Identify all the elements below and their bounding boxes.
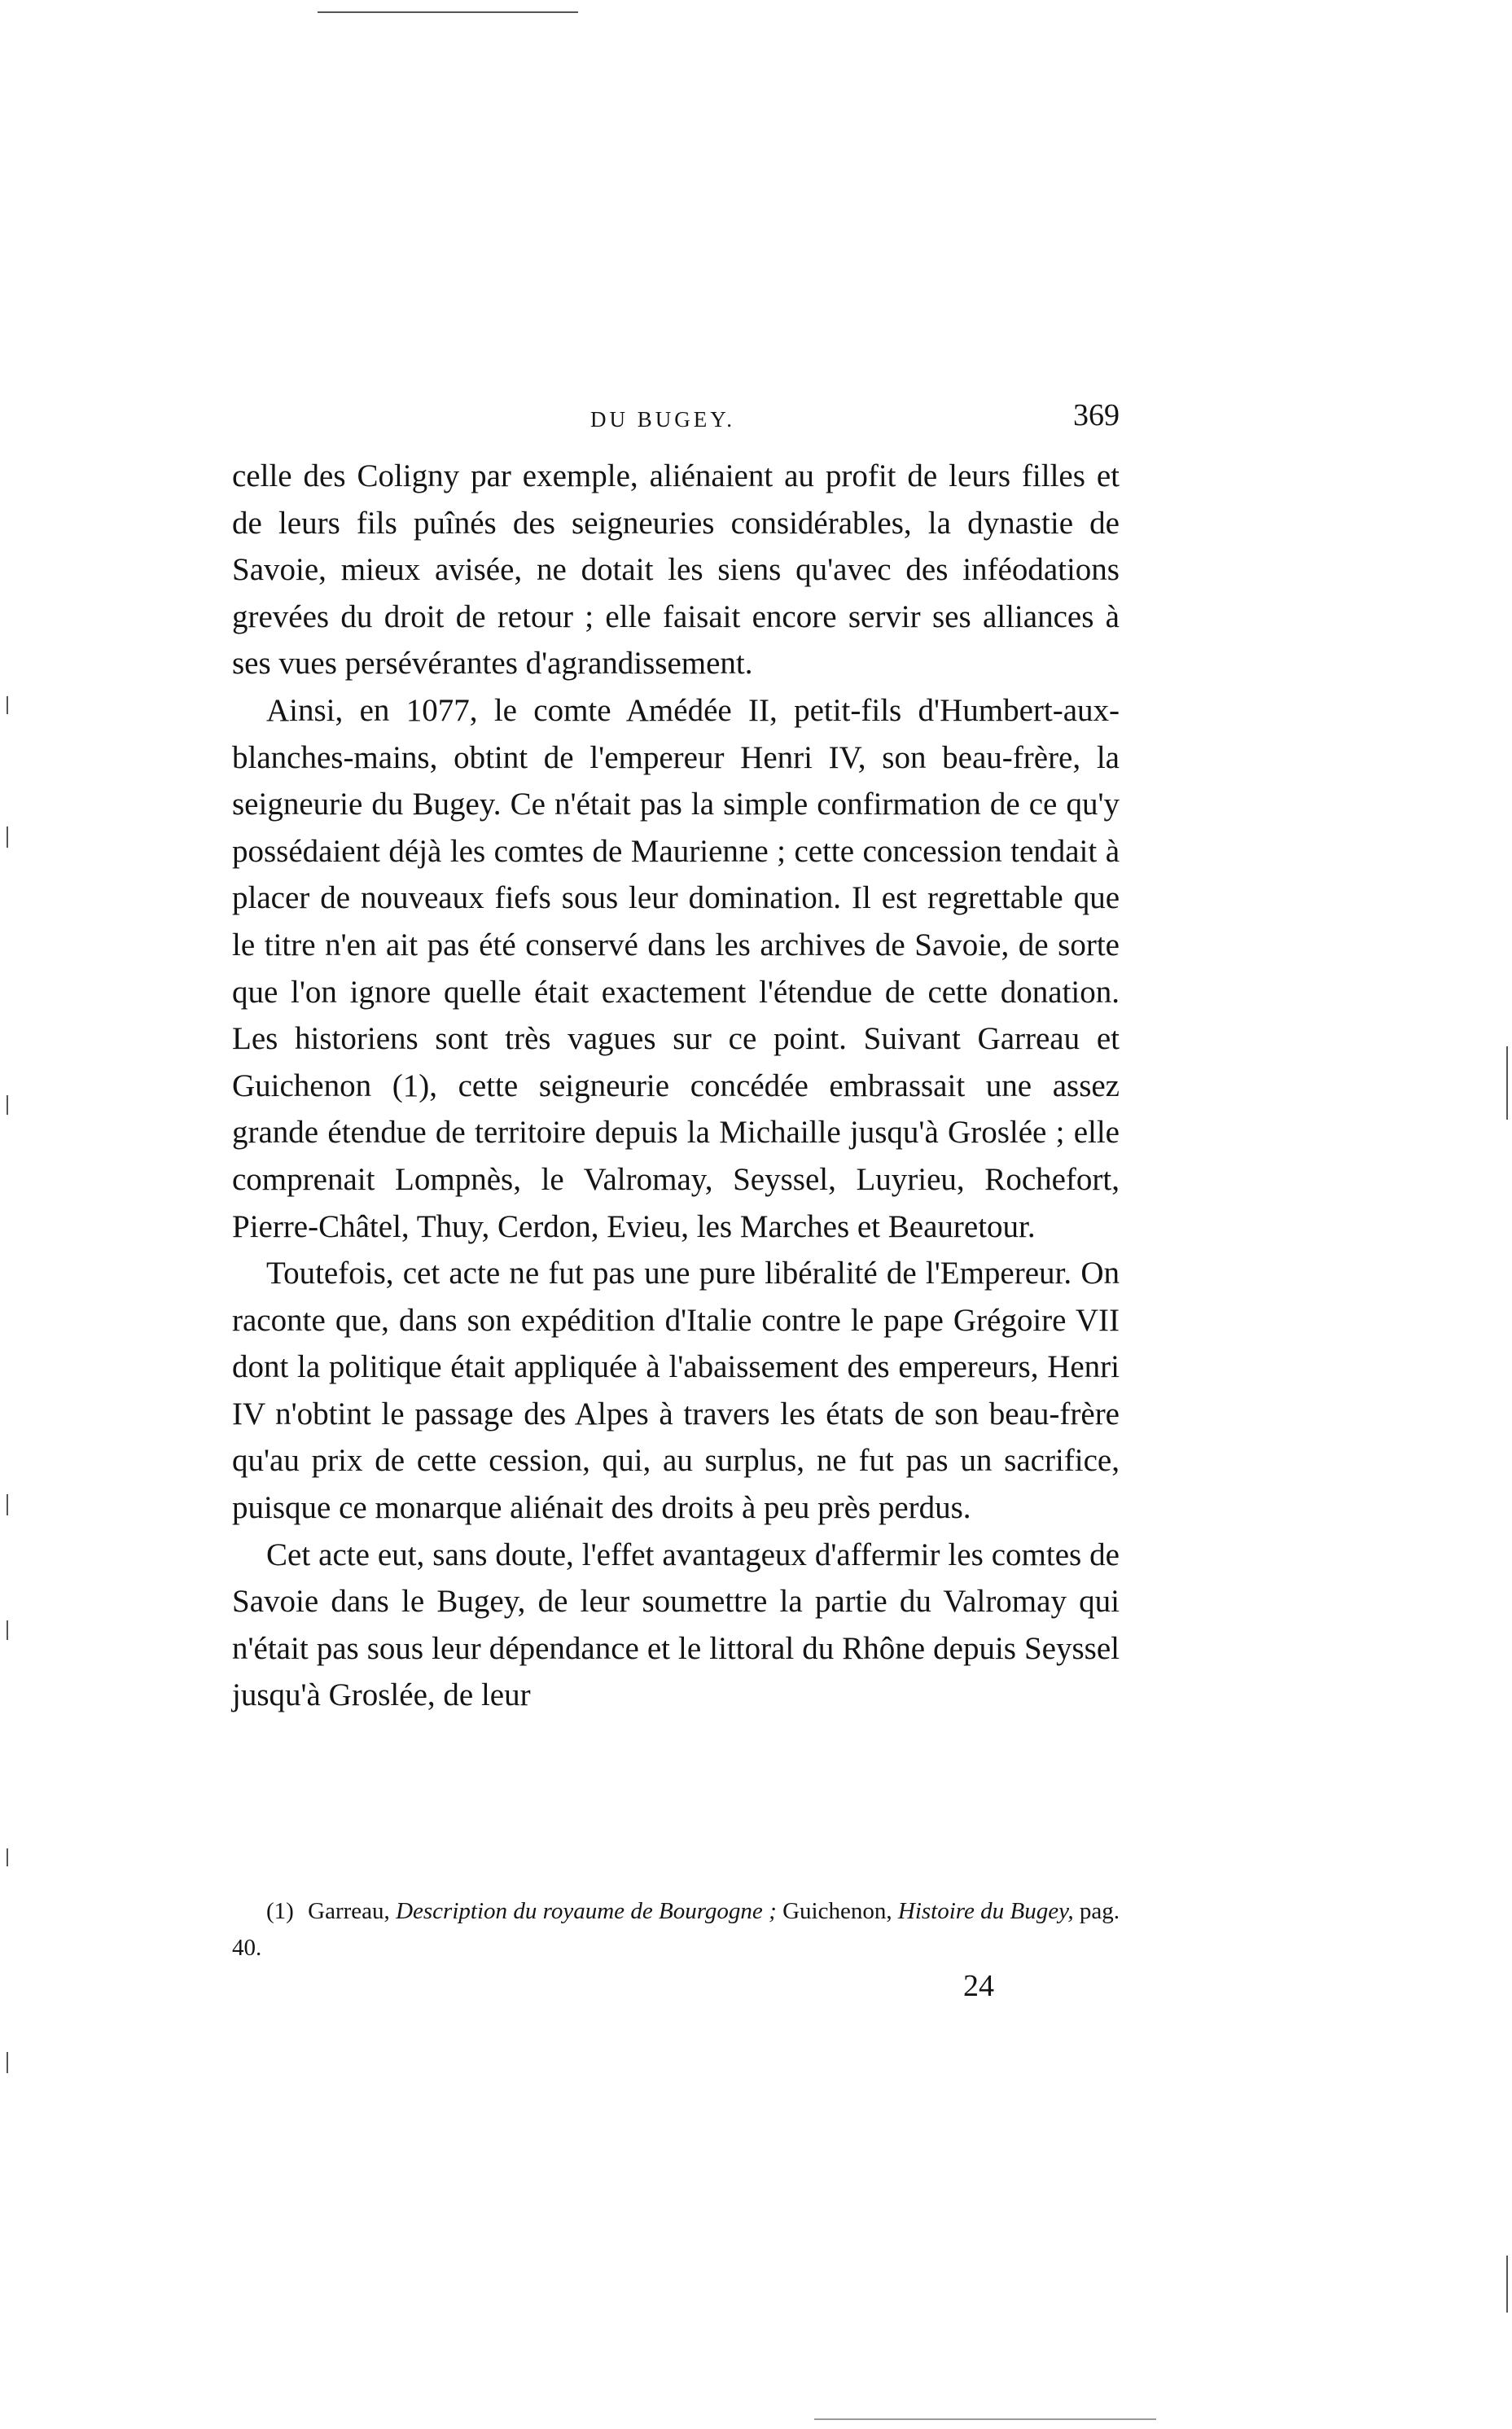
footnote-author: Garreau, bbox=[308, 1898, 390, 1924]
paragraph: Cet acte eut, sans doute, l'effet avantageux d'affermir les comtes de Savoie dans le Bugey, de leur soumettre la partie du Valromay qui n'était pas sous leur dépendance et le littoral du Rhône depuis Seyssel jusqu'à Groslée, de leur bbox=[232, 1537, 1120, 1713]
paragraph: Ainsi, en 1077, le comte Amédée II, petit-fils d'Humbert-aux-blanches-mains, obtint de l'empereur Henri IV, son beau-frère, la seigneurie du Bugey. Ce n'était pas la simple confirmation de ce qu'y possédaient déjà les comtes de Maurienne ; cette concession tendait à placer de nouveaux fiefs sous leur domination. Il est regrettable que le titre n'en ait pas été conservé dans les archives de Savoie, de sorte que l'on ignore quelle était exactement l'étendue de cette donation. Les historiens sont très vagues sur ce point. Suivant Garreau et Guichenon (1), cette seigneurie concédée embrassait une assez grande étendue de territoire depuis la Michaille jusqu'à Groslée ; elle comprenait Lompnès, le Valromay, Seyssel, Luyrieu, Rochefort, Pierre-Châtel, Thuy, Cerdon, Evieu, les Marches et Beauretour. bbox=[232, 692, 1120, 1244]
scan-edge-line bbox=[814, 2418, 1156, 2420]
page-number: 369 bbox=[1073, 398, 1120, 432]
scan-edge-line bbox=[7, 696, 8, 714]
footnote-title: Histoire du Bugey, bbox=[897, 1898, 1074, 1924]
running-head: DU BUGEY. bbox=[590, 407, 736, 432]
paragraph-continued: celle des Coligny par exemple, aliénaient au profit de leurs filles et de leurs fils puînés des seigneuries considérables, la dynastie de Savoie, mieux avisée, ne dotait les siens qu'avec des inféodations grevées du droit de retour ; elle faisait encore servir ses alliances à ses vues persévérantes d'agrandissement. bbox=[232, 458, 1120, 682]
scan-edge-line bbox=[1506, 2256, 1508, 2313]
footnote-marker: (1) bbox=[266, 1898, 294, 1924]
footnote-pages: pag. 40. bbox=[232, 1898, 1120, 1961]
scan-edge-line bbox=[7, 1848, 8, 1866]
scan-edge-line bbox=[7, 1494, 8, 1515]
signature-mark: 24 bbox=[963, 1969, 994, 2003]
scan-edge-line bbox=[7, 2052, 8, 2073]
body-text bbox=[232, 453, 1120, 1719]
scan-edge-line bbox=[7, 1095, 8, 1115]
page-header bbox=[232, 397, 1120, 438]
scan-edge-line bbox=[1506, 1046, 1508, 1120]
footnote-title: Description du royaume de Bourgogne ; bbox=[396, 1898, 777, 1924]
scan-edge-line bbox=[318, 11, 578, 13]
paragraph: Toutefois, cet acte ne fut pas une pure libéralité de l'Empereur. On raconte que, dans son expédition d'Italie contre le pape Grégoire VII dont la politique était appliquée à l'abaissement des empereurs, Henri IV n'obtint le passage des Alpes à travers les états de son beau-frère qu'au prix de cette cession, qui, au surplus, ne fut pas un sacrifice, puisque ce monarque aliénait des droits à peu près perdus. bbox=[232, 1256, 1120, 1526]
footnote bbox=[232, 1893, 1120, 1966]
scan-edge-line bbox=[7, 826, 8, 848]
scan-edge-line bbox=[7, 1620, 8, 1640]
footnote-author: Guichenon, bbox=[782, 1898, 892, 1924]
